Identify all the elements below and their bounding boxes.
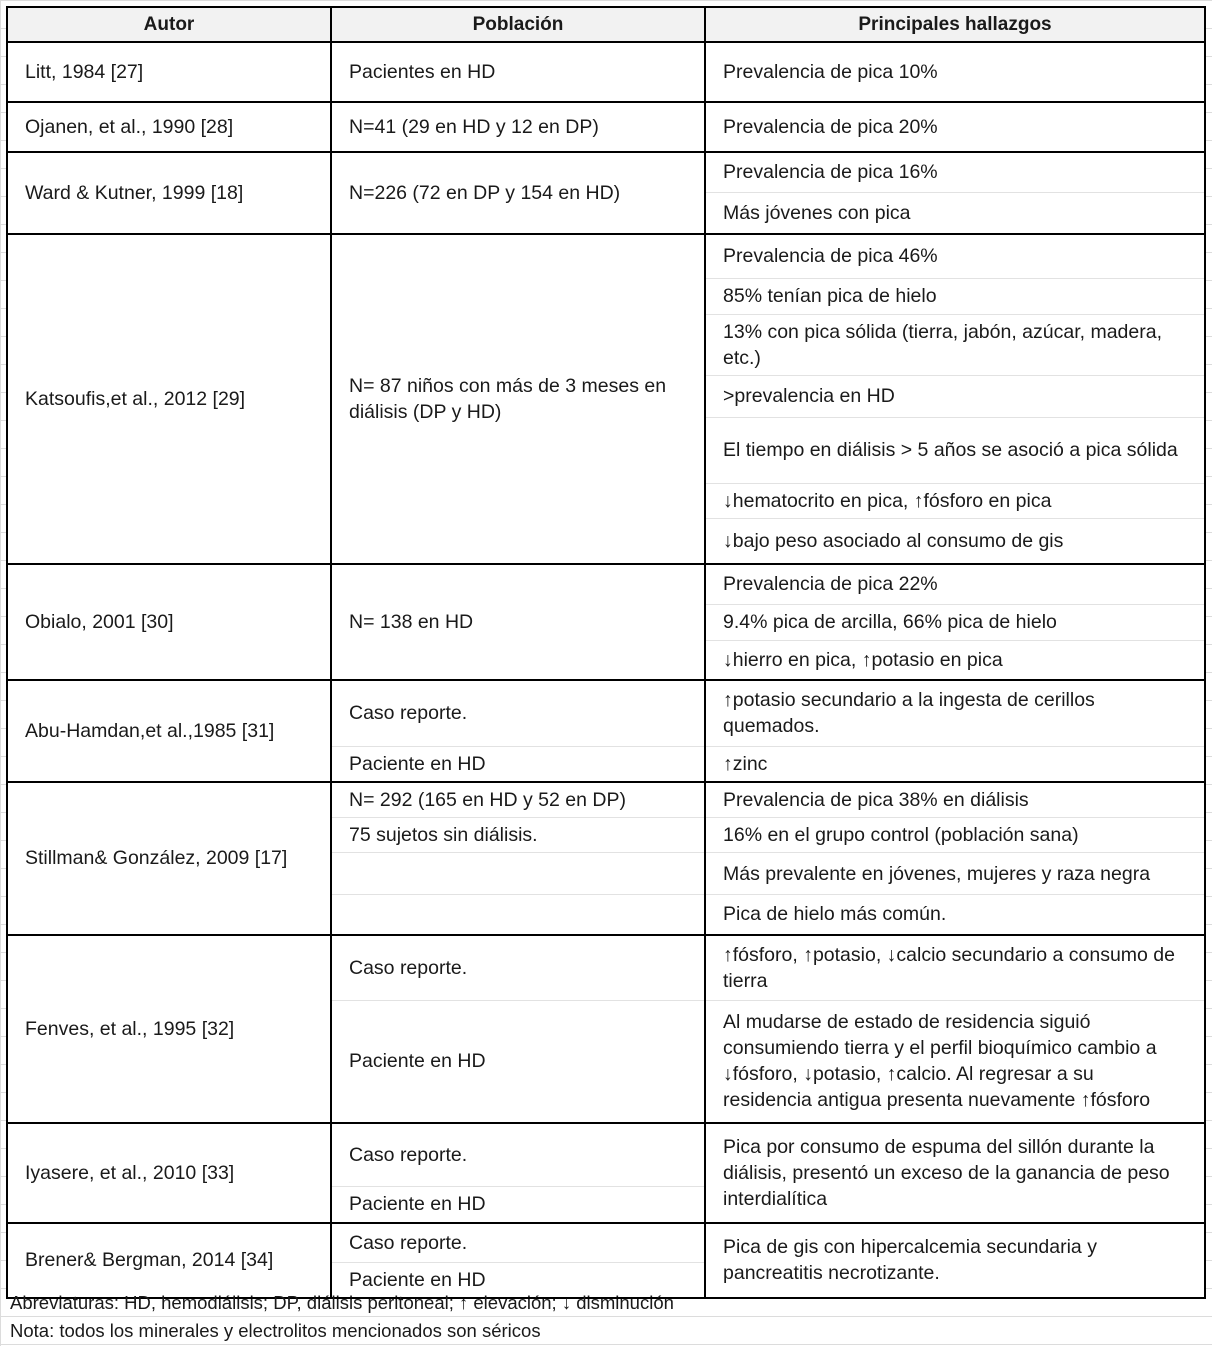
author-cell: Stillman& González, 2009 [17]	[7, 782, 331, 935]
finding-cell: ↑fósforo, ↑potasio, ↓calcio secundario a consumo de tierra	[705, 935, 1205, 1001]
pica-studies-table	[6, 6, 1206, 1299]
population-cell: Caso reporte.	[331, 680, 705, 746]
finding-cell: Más prevalente en jóvenes, mujeres y raza negra	[705, 853, 1205, 895]
finding-cell: Prevalencia de pica 16%	[705, 152, 1205, 192]
author-cell: Brener& Bergman, 2014 [34]	[7, 1223, 331, 1299]
finding-cell: Pica de hielo más común.	[705, 895, 1205, 935]
empty-cell	[331, 895, 705, 935]
population-cell: N= 87 niños con más de 3 meses en diálisis (DP y HD)	[331, 234, 705, 564]
population-cell: N= 292 (165 en HD y 52 en DP)	[331, 782, 705, 818]
author-cell: Katsoufis,et al., 2012 [29]	[7, 234, 331, 564]
table-row	[7, 1123, 1205, 1187]
empty-cell	[331, 853, 705, 895]
finding-cell: Pica de gis con hipercalcemia secundaria y pancreatitis necrotizante.	[705, 1223, 1205, 1299]
table-row	[7, 42, 1205, 102]
table-row	[7, 102, 1205, 152]
minerals-note: Nota: todos los minerales y electrolitos mencionados son séricos	[10, 1320, 541, 1341]
author-cell: Fenves, et al., 1995 [32]	[7, 935, 331, 1123]
finding-cell: Prevalencia de pica 22%	[705, 564, 1205, 604]
finding-cell: Más jóvenes con pica	[705, 192, 1205, 234]
finding-cell: Prevalencia de pica 20%	[705, 102, 1205, 152]
population-cell: Paciente en HD	[331, 1263, 705, 1299]
finding-cell: El tiempo en diálisis > 5 años se asoció a pica sólida	[705, 417, 1205, 483]
finding-cell: 9.4% pica de arcilla, 66% pica de hielo	[705, 604, 1205, 640]
population-cell: N= 138 en HD	[331, 564, 705, 680]
author-cell: Iyasere, et al., 2010 [33]	[7, 1123, 331, 1223]
finding-cell: ↑zinc	[705, 746, 1205, 782]
table-row	[7, 1223, 1205, 1263]
population-cell: 75 sujetos sin diálisis.	[331, 818, 705, 853]
finding-cell: >prevalencia en HD	[705, 375, 1205, 417]
finding-cell: ↓hierro en pica, ↑potasio en pica	[705, 640, 1205, 680]
population-cell: Caso reporte.	[331, 1123, 705, 1187]
author-cell: Ojanen, et al., 1990 [28]	[7, 102, 331, 152]
finding-cell: Prevalencia de pica 10%	[705, 42, 1205, 102]
author-cell: Abu-Hamdan,et al.,1985 [31]	[7, 680, 331, 782]
header-hallazgos: Principales hallazgos	[705, 7, 1205, 42]
population-cell: Paciente en HD	[331, 746, 705, 782]
header-autor: Autor	[7, 7, 331, 42]
finding-cell: Pica por consumo de espuma del sillón durante la diálisis, presentó un exceso de la ganancia de peso interdialítica	[705, 1123, 1205, 1223]
author-cell: Litt, 1984 [27]	[7, 42, 331, 102]
finding-cell: Prevalencia de pica 38% en diálisis	[705, 782, 1205, 818]
population-cell: Caso reporte.	[331, 935, 705, 1001]
finding-cell: Al mudarse de estado de residencia siguió consumiendo tierra y el perfil bioquímico cambio a ↓fósforo, ↓potasio, ↑calcio. Al regresar a su residencia antigua presenta nuevamente ↑fósforo	[705, 1001, 1205, 1123]
table-row	[7, 680, 1205, 746]
table-row	[7, 564, 1205, 604]
population-cell: Paciente en HD	[331, 1187, 705, 1223]
header-row	[7, 7, 1205, 42]
abbreviations-note: Abreviaturas: HD, hemodiálisis; DP, diálisis peritoneal; ↑ elevación; ↓ disminución	[10, 1292, 674, 1313]
finding-cell: 16% en el grupo control (población sana)	[705, 818, 1205, 853]
author-cell: Obialo, 2001 [30]	[7, 564, 331, 680]
population-cell: Pacientes en HD	[331, 42, 705, 102]
finding-cell: 85% tenían pica de hielo	[705, 278, 1205, 314]
finding-cell: ↑potasio secundario a la ingesta de cerillos quemados.	[705, 680, 1205, 746]
table-row	[7, 935, 1205, 1001]
finding-cell: ↓hematocrito en pica, ↑fósforo en pica	[705, 483, 1205, 518]
table-row	[7, 782, 1205, 818]
population-cell: Paciente en HD	[331, 1001, 705, 1123]
header-poblacion: Población	[331, 7, 705, 42]
population-cell: N=226 (72 en DP y 154 en HD)	[331, 152, 705, 234]
table-row	[7, 152, 1205, 192]
finding-cell: 13% con pica sólida (tierra, jabón, azúcar, madera, etc.)	[705, 314, 1205, 375]
finding-cell: Prevalencia de pica 46%	[705, 234, 1205, 278]
author-cell: Ward & Kutner, 1999 [18]	[7, 152, 331, 234]
table-row	[7, 234, 1205, 278]
table-notes	[10, 1289, 674, 1345]
population-cell: Caso reporte.	[331, 1223, 705, 1263]
finding-cell: ↓bajo peso asociado al consumo de gis	[705, 518, 1205, 564]
population-cell: N=41 (29 en HD y 12 en DP)	[331, 102, 705, 152]
